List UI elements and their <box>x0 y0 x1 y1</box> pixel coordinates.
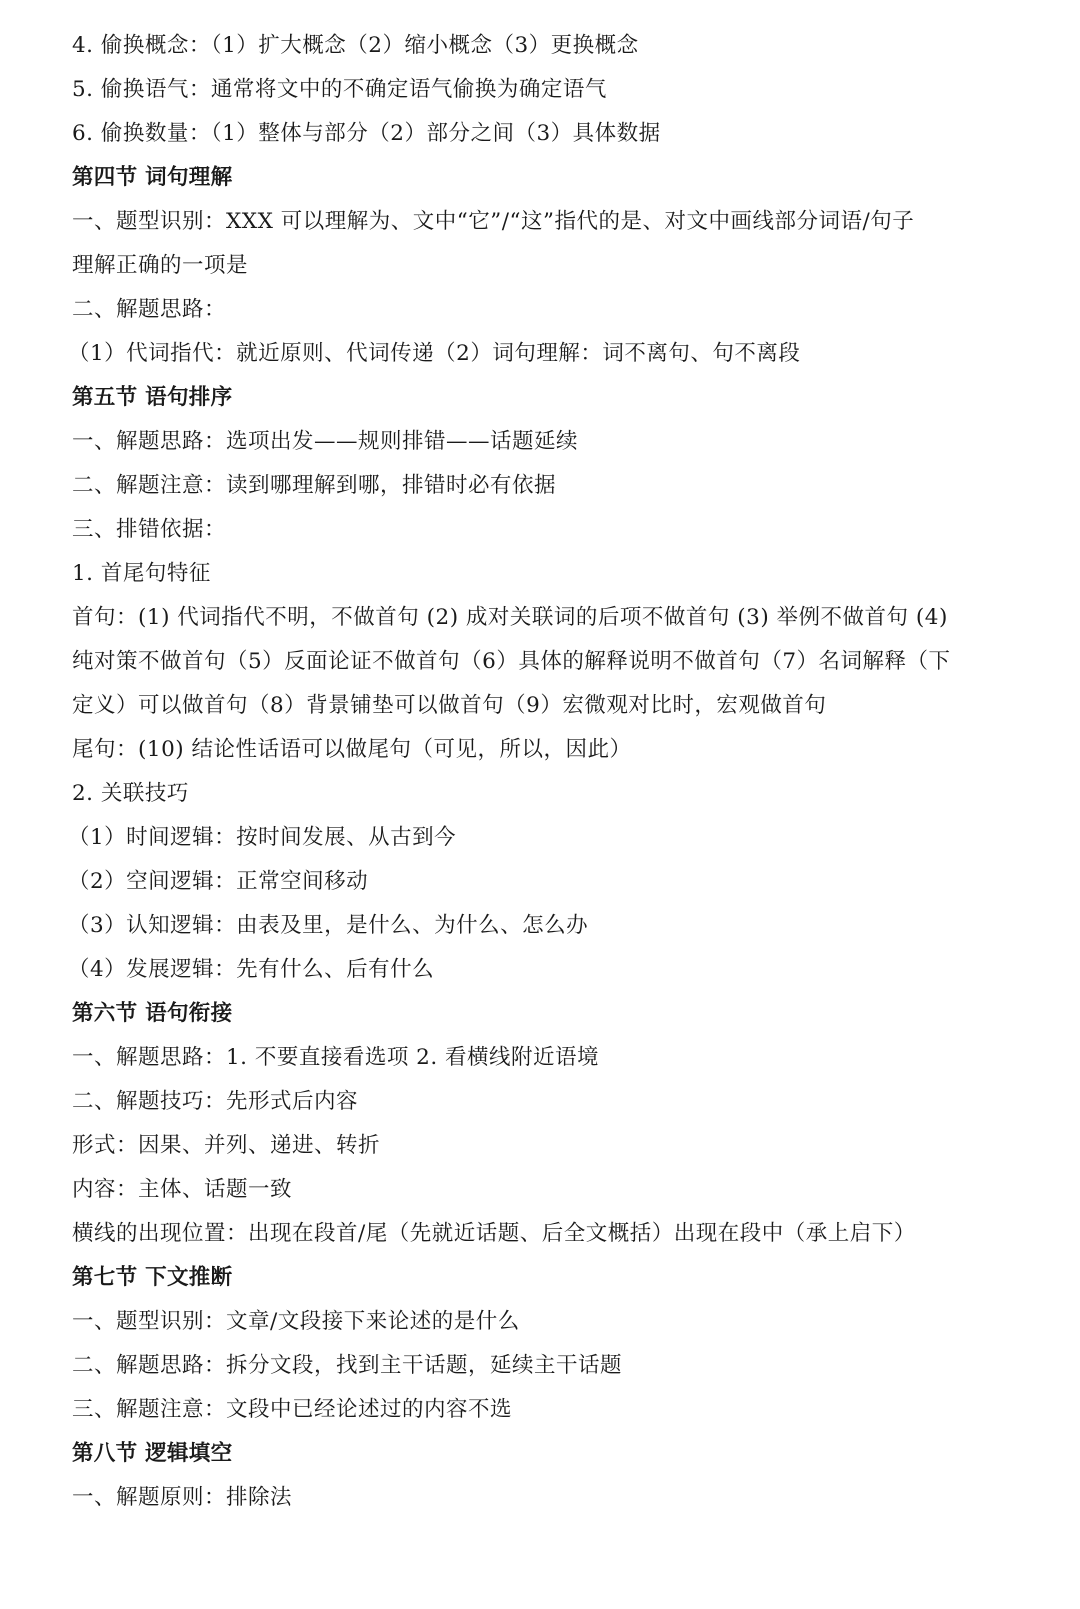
section-heading-5: 第五节 语句排序 <box>72 385 233 410</box>
paragraph-line: 一、解题思路：选项出发——规则排错——话题延续 <box>72 429 579 454</box>
paragraph-line: 一、题型识别：XXX 可以理解为、文中“它”/“这”指代的是、对文中画线部分词语/句子 <box>72 209 915 234</box>
paragraph-line: （4）发展逻辑：先有什么、后有什么 <box>68 957 435 982</box>
paragraph-line: 形式：因果、并列、递进、转折 <box>72 1133 381 1158</box>
paragraph-line: 二、解题思路：拆分文段，找到主干话题，延续主干话题 <box>72 1353 623 1378</box>
paragraph-line: 1. 首尾句特征 <box>72 561 211 586</box>
paragraph-line: 定义）可以做首句（8）背景铺垫可以做首句（9）宏微观对比时，宏观做首句 <box>72 693 827 718</box>
paragraph-line: 三、解题注意：文段中已经论述过的内容不选 <box>72 1397 513 1422</box>
paragraph-line: 一、解题原则：排除法 <box>72 1485 293 1510</box>
paragraph-line: 三、排错依据： <box>72 517 227 542</box>
section-heading-7: 第七节 下文推断 <box>72 1265 233 1290</box>
paragraph-line: （1）代词指代：就近原则、代词传递（2）词句理解：词不离句、句不离段 <box>68 341 801 366</box>
list-item-quantity-swap: 6. 偷换数量：（1）整体与部分（2）部分之间（3）具体数据 <box>72 121 661 146</box>
paragraph-line: 纯对策不做首句（5）反面论证不做首句（6）具体的解释说明不做首句（7）名词解释（下 <box>72 649 951 674</box>
section-heading-8: 第八节 逻辑填空 <box>72 1441 233 1466</box>
section-heading-4: 第四节 词句理解 <box>72 165 233 190</box>
paragraph-line: （1）时间逻辑：按时间发展、从古到今 <box>68 825 457 850</box>
paragraph-line: 首句：(1) 代词指代不明，不做首句 (2) 成对关联词的后项不做首句 (3) 举例不做首句 (4) <box>72 605 948 630</box>
section-heading-6: 第六节 语句衔接 <box>72 1001 233 1026</box>
paragraph-line: 一、解题思路：1. 不要直接看选项 2. 看横线附近语境 <box>72 1045 600 1070</box>
paragraph-line: 一、题型识别：文章/文段接下来论述的是什么 <box>72 1309 520 1334</box>
paragraph-line: 二、解题思路： <box>72 297 227 322</box>
paragraph-line: （2）空间逻辑：正常空间移动 <box>68 869 369 894</box>
paragraph-line: 二、解题注意：读到哪理解到哪，排错时必有依据 <box>72 473 557 498</box>
paragraph-line: 理解正确的一项是 <box>72 253 249 278</box>
paragraph-line: 横线的出现位置：出现在段首/尾（先就近话题、后全文概括）出现在段中（承上启下） <box>72 1221 916 1246</box>
paragraph-line: （3）认知逻辑：由表及里，是什么、为什么、怎么办 <box>68 913 589 938</box>
list-item-tone-swap: 5. 偷换语气：通常将文中的不确定语气偷换为确定语气 <box>72 77 607 102</box>
paragraph-line: 二、解题技巧：先形式后内容 <box>72 1089 359 1114</box>
list-item-concept-swap: 4. 偷换概念：（1）扩大概念（2）缩小概念（3）更换概念 <box>72 33 639 58</box>
paragraph-line: 内容：主体、话题一致 <box>72 1177 293 1202</box>
paragraph-line: 2. 关联技巧 <box>72 781 189 806</box>
paragraph-line: 尾句：(10) 结论性话语可以做尾句（可见，所以，因此） <box>72 737 632 762</box>
